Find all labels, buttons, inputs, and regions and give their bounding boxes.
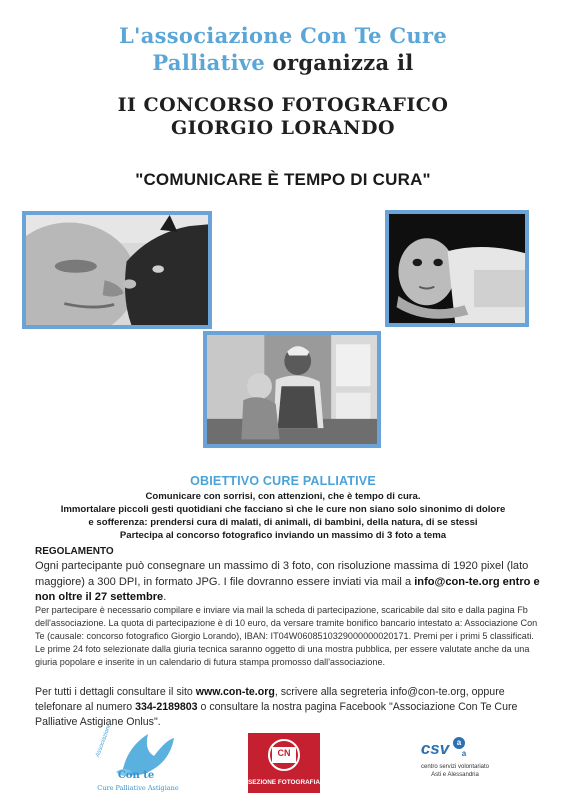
logo-csv-sub: a [461, 749, 467, 758]
goal-line-3: e sofferenza: prendersi cura di malati, di animali, di bambini, della natura, di se stessi [88, 517, 478, 528]
logo-foto-badge: CN [277, 748, 291, 758]
contest-title [0, 94, 566, 140]
goal-title: OBIETTIVO CURE PALLIATIVE [190, 474, 376, 488]
rules-main-end: . [163, 591, 167, 603]
info-text-b: , scrivere alla segreteria info@con-te.org, oppure telefonare al numero [35, 686, 505, 713]
contest-motto: "COMUNICARE È TEMPO DI CURA" [135, 170, 431, 189]
logo-con-te-sub: Cure Palliative Astigiane [97, 784, 179, 792]
association-name-cont: Palliative [152, 50, 266, 75]
rules-details-paragraph: Per partecipare è necessario compilare e inviare via mail la scheda di partecipazione, scaricabile dal sito e dalla pagina Fb dell'associazione. La quota di partecipazione è di 10 euro, da versare tramite bonifico bancario intestato a: Associazione Con Te (causale: concorso fotografico Giorgio Lorando), IBAN: IT04W0608510329000000020171. Premi per i primi 5 classificati. Le prime 24 foto selezionate dalla giuria tecnica saranno oggetto di una mostra pubblica, per essere valutate anche da una giuria popolare e inserite in un calendario di futura stampa promosso dall'associazione. [35, 605, 538, 668]
rules-title: REGOLAMENTO [35, 546, 114, 557]
logo-csv-line-2: Asti e Alessandria [431, 772, 479, 778]
logo-foto-label: SEZIONE FOTOGRAFIA [248, 779, 320, 786]
logo-con-te [95, 722, 182, 796]
logo-csv [405, 737, 505, 789]
goal-description [10, 490, 556, 542]
photo-nurse-patient [203, 331, 381, 448]
goal-line-2: Immortalare piccoli gesti quotidiani che facciano sì che le cure non siano solo sinonimo di dolore [60, 504, 506, 515]
logo-csv-line-1: centro servizi volontariato [420, 764, 490, 770]
association-name: L'associazione Con Te Cure [118, 23, 448, 48]
rules-contact-paragraph [35, 685, 540, 730]
info-text-c: o consultare la nostra pagina Facebook "Associazione Con Te Cure Palliative Astigiane Onlus". [35, 701, 518, 728]
rules-main-text: Ogni partecipante può consegnare un massimo di 3 foto, con risoluzione massima di 1920 pixel (lato maggiore) a 300 DPI, in formato JPG. I file dovranno essere inviati via mail a [35, 560, 529, 588]
photo-baby [385, 210, 529, 327]
association-header [0, 22, 566, 76]
photo-face-cat [22, 211, 212, 329]
header-line-2 [0, 49, 566, 76]
contest-title-line-1: II CONCORSO FOTOGRAFICO [117, 94, 449, 116]
rules-main-paragraph [35, 559, 540, 606]
logo-sezione-fotografia [248, 733, 320, 793]
logo-con-te-arc: Associazione [95, 722, 113, 759]
logo-csv-name: csv [420, 739, 450, 758]
organizes-text: organizza il [265, 50, 414, 75]
website-link[interactable]: www.con-te.org [195, 686, 275, 698]
rules-deadline: info@con-te.org entro e non oltre il 27 settembre [35, 575, 540, 603]
phone-number: 334-2189803 [135, 701, 198, 713]
logo-con-te-name: Con te [117, 770, 155, 781]
goal-line-4: Partecipa al concorso fotografico inviando un massimo di 3 foto a tema [119, 530, 447, 541]
logo-csv-sup: a [453, 737, 465, 749]
header-line-1 [0, 22, 566, 49]
contest-title-line-2: GIORGIO LORANDO [170, 117, 396, 139]
goal-line-1: Comunicare con sorrisi, con attenzioni, che è tempo di cura. [145, 491, 421, 502]
info-text-a: Per tutti i dettagli consultare il sito [35, 686, 196, 698]
